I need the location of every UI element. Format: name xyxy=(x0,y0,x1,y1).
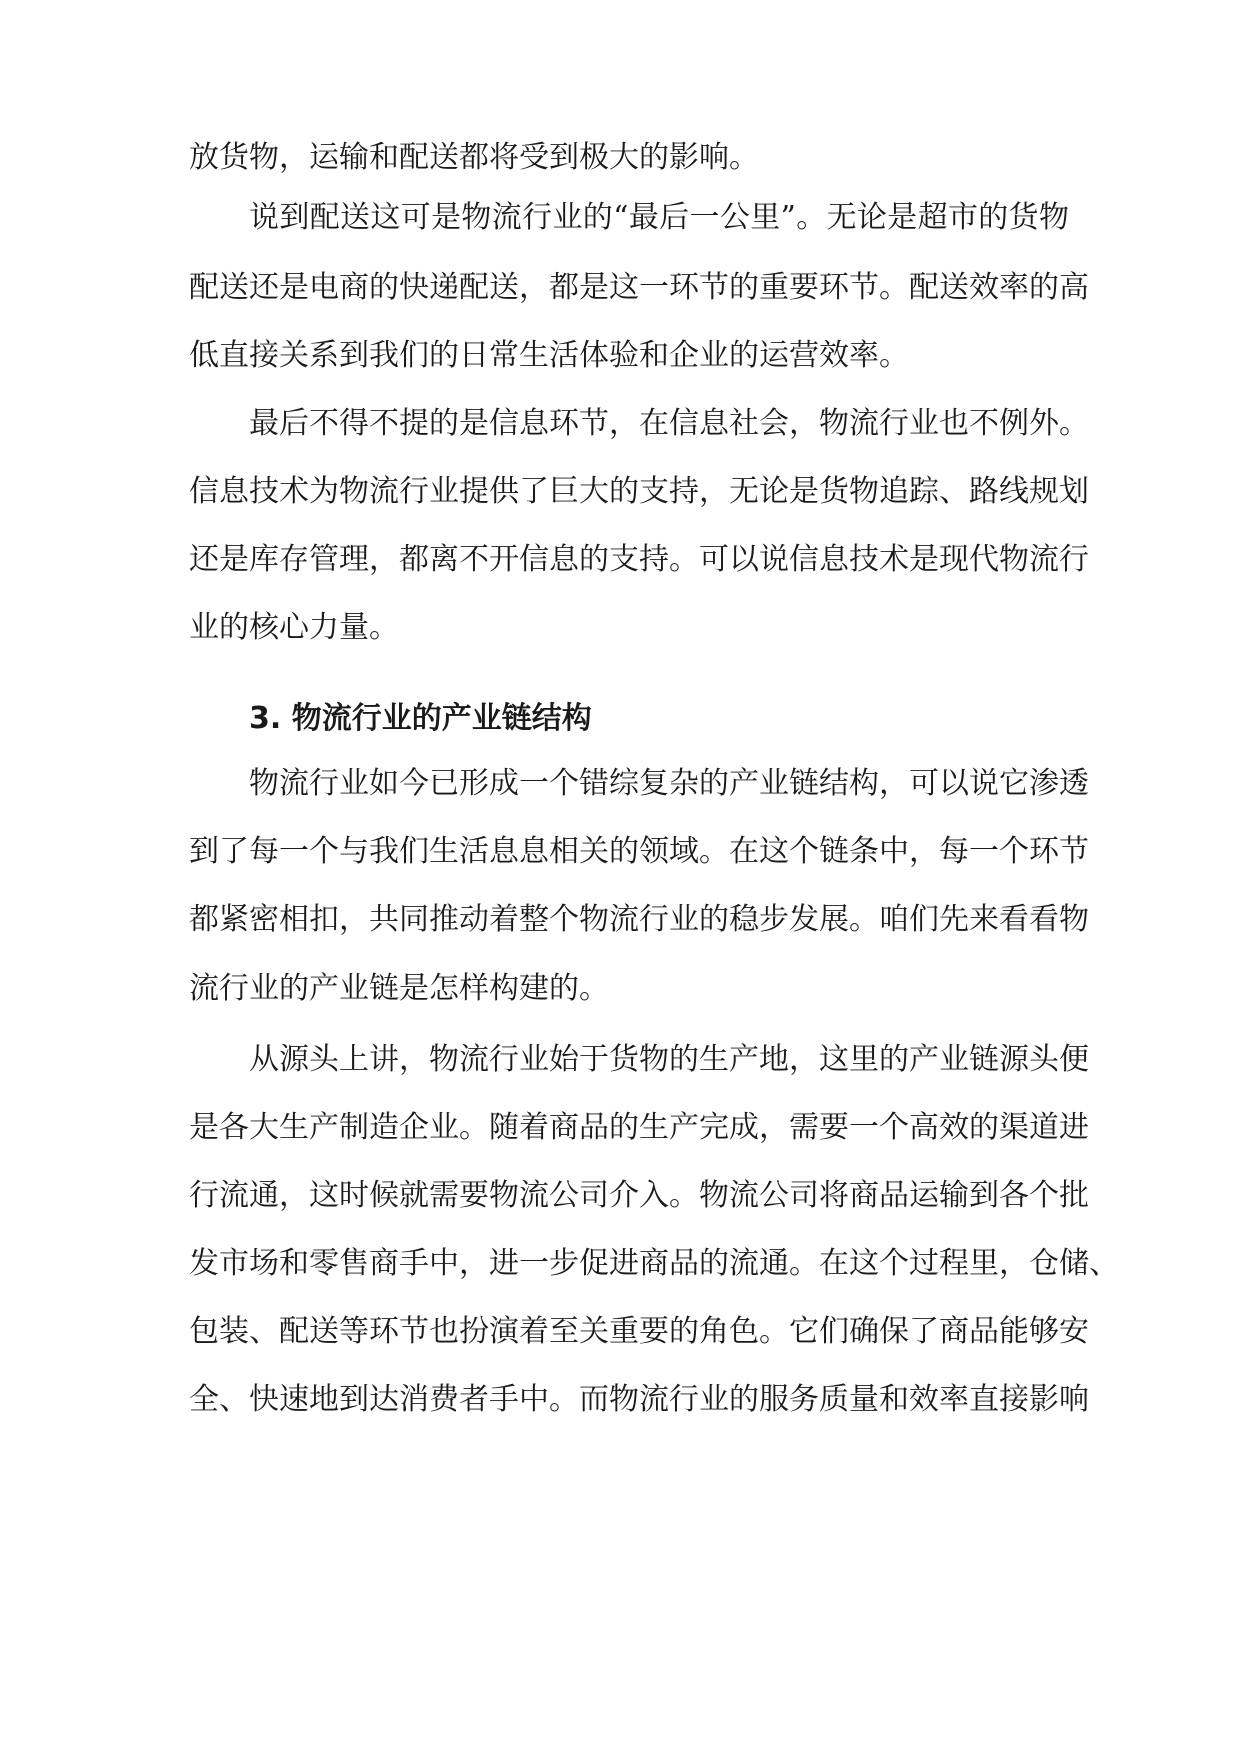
text-line: 配送还是电商的快递配送，都是这一环节的重要环节。配送效率的高 xyxy=(189,270,1089,305)
text-line: 包装、配送等环节也扮演着至关重要的角色。它们确保了商品能够安 xyxy=(189,1314,1089,1349)
text-line: 发市场和零售商手中，进一步促进商品的流通。在这个过程里，仓储、 xyxy=(189,1246,1119,1281)
text-line: 从源头上讲，物流行业始于货物的生产地，这里的产业链源头便 xyxy=(249,1042,1089,1077)
text-line: 到了每一个与我们生活息息相关的领域。在这个链条中，每一个环节 xyxy=(189,834,1089,869)
text-line: 业的核心力量。 xyxy=(189,610,399,645)
text-line: 流行业的产业链是怎样构建的。 xyxy=(189,971,609,1006)
text-line: 低直接关系到我们的日常生活体验和企业的运营效率。 xyxy=(189,338,909,373)
text-line: 还是库存管理，都离不开信息的支持。可以说信息技术是现代物流行 xyxy=(189,542,1089,577)
section-heading: 3. 物流行业的产业链结构 xyxy=(249,701,592,736)
text-line: 最后不得不提的是信息环节，在信息社会，物流行业也不例外。 xyxy=(249,406,1089,441)
text-line: 放货物，运输和配送都将受到极大的影响。 xyxy=(189,140,759,175)
text-line: 行流通，这时候就需要物流公司介入。物流公司将商品运输到各个批 xyxy=(189,1178,1089,1213)
text-line: 说到配送这可是物流行业的“最后一公里”。无论是超市的货物 xyxy=(249,200,1069,235)
text-line: 信息技术为物流行业提供了巨大的支持，无论是货物追踪、路线规划 xyxy=(189,474,1089,509)
text-line: 全、快速地到达消费者手中。而物流行业的服务质量和效率直接影响 xyxy=(189,1382,1089,1417)
text-line: 都紧密相扣，共同推动着整个物流行业的稳步发展。咱们先来看看物 xyxy=(189,902,1089,937)
text-line: 物流行业如今已形成一个错综复杂的产业链结构，可以说它渗透 xyxy=(249,766,1089,801)
text-line: 是各大生产制造企业。随着商品的生产完成，需要一个高效的渠道进 xyxy=(189,1110,1089,1145)
